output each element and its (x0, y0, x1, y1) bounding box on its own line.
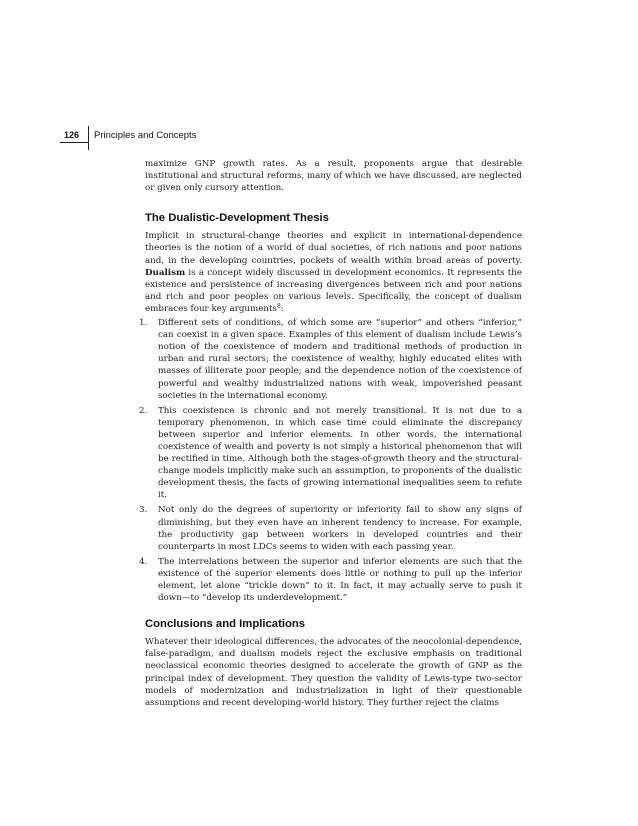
dualism-paragraph-start: Implicit in structural-change theories and explicit in international-dependence theories is the notion of a world of dual societies, of rich nations and poor nations and, in the developing countries, pockets of wealth within broad areas of poverty. (145, 231, 522, 266)
list-item-number: 1. (139, 318, 148, 329)
list-item (139, 556, 522, 604)
footnote-marker: 8 (276, 302, 281, 310)
section-heading-dualistic: The Dualistic-Development Thesis (145, 212, 329, 225)
page-number: 126 (64, 130, 80, 140)
list-item-text: Different sets of conditions, of which some are “superior” and others “inferior,” can coexist in a given space. Examples of this element of dualism include Lewis’s notion of the coexistence of modern and traditional methods of production in urban and rural sectors; the coexistence of wealthy, highly educated elites with masses of illiterate poor people; and the dependence notion of the coexistence of powerful and wealthy industrialized nations with weak, impoverished peasant societies in the international economy. (158, 318, 522, 401)
header-rule-horizontal (60, 142, 88, 143)
intro-paragraph: maximize GNP growth rates. As a result, proponents argue that desirable institutional and structural reforms, many of which we have discussed, are neglected or given only cursory attention. (145, 159, 522, 194)
list-item-text: This coexistence is chronic and not merely transitional. It is not due to a temporary phenomenon, in which case time could eliminate the discrepancy between superior and inferior elements. In other words, the international coexistence of wealth and poverty is not simply a historical phenomenon that will be rectified in time. Although both the stages-of-growth theory and the structural-change models implicitly make such an assumption, to proponents of the dualistic development thesis, the facts of growing international inequalities seem to refute it. (158, 405, 522, 501)
list-item-text: Not only do the degrees of superiority or inferiority fail to show any signs of diminishing, but they even have an inherent tendency to increase. For example, the productivity gap between workers in developed countries and their counterparts in most LDCs seems to widen with each passing year. (158, 505, 522, 552)
dualism-paragraph (145, 230, 522, 315)
dualism-paragraph-end: : (280, 303, 284, 314)
page-header (60, 126, 260, 156)
running-title: Principles and Concepts (94, 130, 197, 141)
header-rule-vertical (88, 126, 89, 150)
list-item-number: 2. (139, 405, 148, 416)
dualism-term: Dualism (145, 267, 186, 278)
dualism-paragraph-middle: is a concept widely discussed in development economics. It represents the existence and persistence of increasing divergences between rich and poor nations and rich and poor peoples on various levels. Specifically, the concept of dualism embraces four key arguments (145, 267, 522, 314)
list-item (139, 317, 522, 402)
list-item-number: 3. (139, 505, 148, 516)
section-heading-conclusions: Conclusions and Implications (145, 618, 306, 631)
dualism-arguments-list (139, 317, 522, 604)
body-text (139, 158, 522, 709)
conclusions-paragraph: Whatever their ideological differences, the advocates of the neocolonial-dependence, false-paradigm, and dualism models reject the exclusive emphasis on traditional neoclassical economic theories designed to accelerate the growth of GNP as the principal index of development. They question the validity of Lewis-type two-sector models of modernization and industrialization in light of their questionable assumptions and recent developing-world history. They further reject the claims (145, 637, 522, 708)
list-item (139, 405, 522, 502)
list-item (139, 504, 522, 552)
list-item-text: The interrelations between the superior and inferior elements are such that the existence of the superior elements does little or nothing to pull up the inferior element, let alone “trickle down” to it. In fact, it may actually serve to push it down—to “develop its underdevelopment.” (158, 556, 522, 604)
list-item-number: 4. (139, 556, 148, 567)
